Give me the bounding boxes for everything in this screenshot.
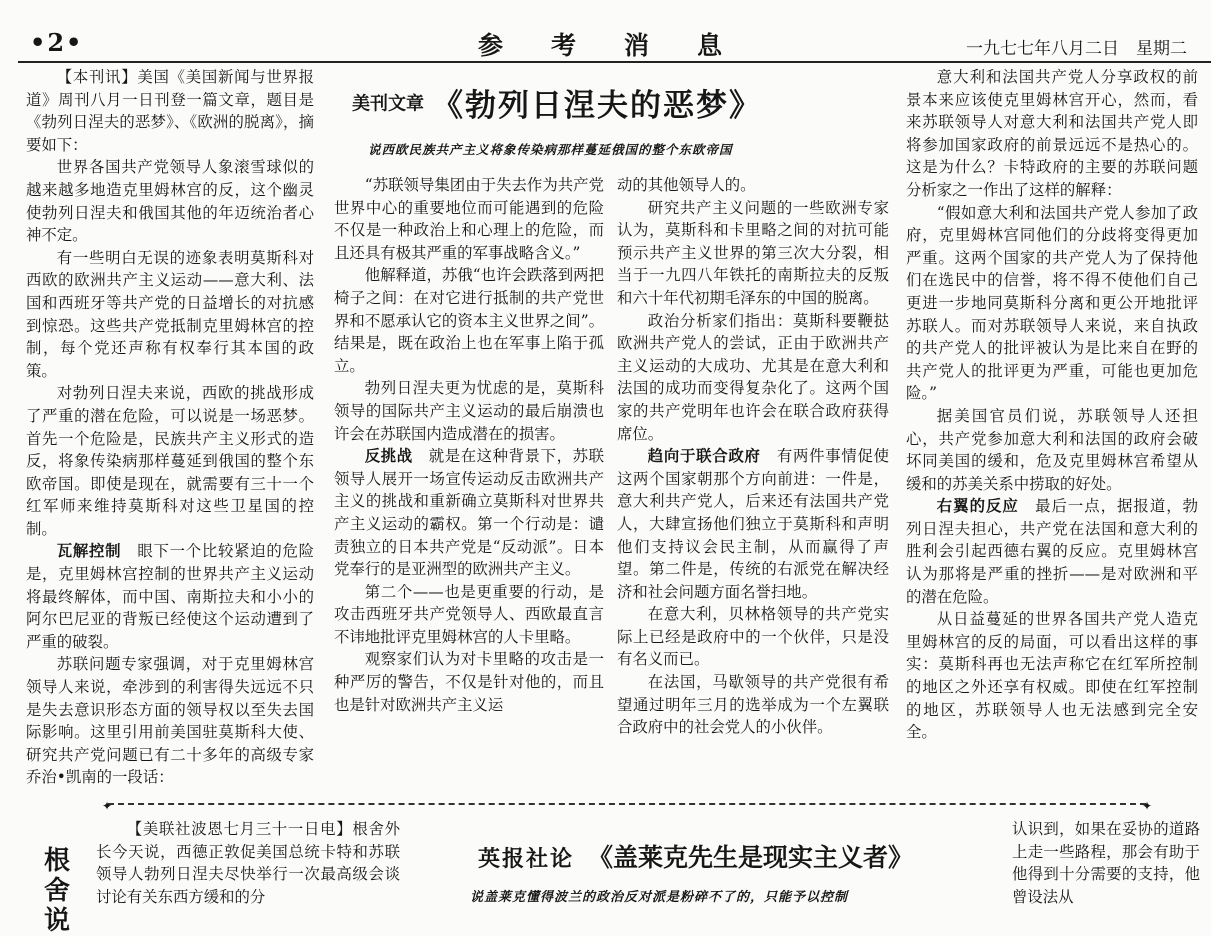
paragraph: “假如意大利和法国共产党人参加了政府，克里姆林宫同他们的分歧将变得更加严重。这两个国家的共产党人为了保持他们在选民中的信誉，将不得不使他们自己更进一步地同莫斯科分离和更公开地批评苏联人。而对苏联领导人来说，来自执政的共产党人的批评被认为是比来自在野的共产党人的批评更为严重，可能也更加危险。” [906,203,1198,403]
headline-title: 《勃列日涅夫的恶梦》 [432,88,762,124]
paragraph-text: 就是在这种背景下，苏联领导人展开一场宣传运动反击欧洲共产主义的挑战和重新确立莫斯科对世界共产主义运动的霸权。第一个行动是：谴责独立的日本共产党是“反动派”。日本党奉行的是亚洲型的欧洲共产主义。 [334,447,604,579]
paragraph [334,445,604,581]
section-subhead: 瓦解控制 [56,542,122,561]
paragraph: 苏联问题专家强调，对于克里姆林宫领导人来说，牵涉到的利害得失远远不只是失去意识形态方面的领导权以至失去国际影响。这里引用前美国驻莫斯科大使、研究共产党问题已有二十多年的高级专家乔治•凯南的一段话： [26,655,314,787]
paragraph: 他解释道，苏俄“也许会跌落到两把椅子之间：在对它进行抵制的共产党世界和不愿承认它的资本主义世界之间”。结果是，既在政治上也在军事上陷于孤立。 [334,266,604,375]
article-column-2 [334,174,604,716]
paragraph: 对勃列日涅夫来说，西欧的挑战形成了严重的潜在危险，可以说是一场恶梦。首先一个危险是，民族共产主义形式的造反，将象传染病那样蔓延到俄国的整个东欧帝国。即使是现在，就需要有三十一个红军师来维持莫斯科对这些卫星国的控制。 [26,384,314,538]
paragraph [26,540,314,653]
paragraph: 据美国官员们说，苏联领导人还担心，共产党参加意大利和法国的政府会破坏同美国的缓和，危及克里姆林宫希望从缓和的苏美关系中捞取的好处。 [906,406,1198,493]
article-column-3 [617,174,889,739]
paragraph: 政治分析家们指出：莫斯科要鞭挞欧洲共产党人的尝试，正由于欧洲共产主义运动的大成功、尤其是在意大利和法国的成功而变得复杂化了。这两个国家的共产党明年也许会在联合政府获得席位。 [617,311,889,443]
paragraph: 在意大利，贝林格领导的共产党实际上已经是政府中的一个伙伴，只是没有名义而已。 [617,605,889,669]
side-article-title: 根舍说 [44,846,71,936]
article-column-1 [26,66,314,789]
paragraph: 【本刊讯】美国《美国新闻与世界报道》周刊八月一日刊登一篇文章，题目是《勃列日涅夫的恶梦》、《欧洲的脱离》，摘要如下： [26,68,314,154]
paragraph: 第二个——也是更重要的行动，是攻击西班牙共产党领导人、西欧最直言不讳地批评克里姆林宫的人卡里略。 [334,582,604,646]
paragraph: “苏联领导集团由于失去作为共产党世界中心的重要地位而可能遇到的危险不仅是一种政治上和心理上的危险，而且还具有极其严重的军事战略含义。” [334,176,604,262]
paragraph-text: 眼下一个比较紧迫的危险是，克里姆林宫控制的世界共产主义运动将最终解体，而中国、南斯拉夫和小小的阿尔巴尼亚的背叛已经使这个运动遭到了严重的破裂。 [26,542,314,651]
side-article-text [96,818,400,908]
section-subhead: 右翼的反应 [936,497,1019,516]
paragraph: 意大利和法国共产党人分享政权的前景本来应该使克里姆林宫开心，然而，看来苏联领导人对意大利和法国共产党人即将参加国家政府的前景远远不是热心的。这是为什么？卡特政府的主要的苏联问题分析家之一作出了这样的解释： [906,68,1198,199]
headline-prefix: 美刊文章 [352,93,424,115]
article-subheadline: 说西欧民族共产主义将象传染病那样蔓延俄国的整个东欧帝国 [368,142,733,157]
paragraph: 研究共产主义问题的一些欧洲专家认为，莫斯科和卡里略之间的对抗可能预示共产主义世界的第三次大分裂，相当于一九四八年铁托的南斯拉夫的反叛和六十年代初期毛泽东的中国的脱离。 [617,198,889,307]
divider-star-icon: ✦ [1141,799,1152,813]
article-column-4 [906,66,1198,744]
issue-date: 一九七七年八月二日 星期二 [966,39,1187,59]
headline-title: 《盖莱克先生是现实主义者》 [588,843,914,872]
editorial-text [1012,818,1200,908]
newspaper-title: 参考消息 [478,31,771,60]
masthead [0,0,1211,62]
section-subhead: 趋向于联合政府 [647,447,761,466]
headline-prefix: 英报社论 [478,846,575,872]
article-headline [352,80,892,124]
paragraph: 世界各国共产党领导人象滚雪球似的越来越多地造克里姆林宫的反，这个幽灵使勃列日涅夫和俄国其他的年迈统治者心神不定。 [26,158,314,245]
editorial-subheadline: 说盖莱克懂得波兰的政治反对派是粉碎不了的，只能予以控制 [470,890,849,905]
paragraph-text: 最后一点，据报道，勃列日涅夫担心，共产党在法国和意大利的胜利会引起西德右翼的反应。克里姆林宫认为那将是严重的挫折——是对欧洲和平的潜在危险。 [906,497,1198,606]
paragraph: 在法国，马歇领导的共产党很有希望通过明年三月的选举成为一个左翼联合政府中的社会党人的小伙伴。 [617,673,889,737]
editorial-headline [478,838,948,874]
paragraph [906,495,1198,608]
section-subhead: 反挑战 [364,447,413,466]
divider-star-icon: ✦ [102,799,113,813]
paragraph: 勃列日涅夫更为忧虑的是，莫斯科领导的国际共产主义运动的最后崩溃也许会在苏联国内造成潜在的损害。 [334,379,604,443]
paragraph-text: 有两件事情促使这两个国家朝那个方向前进：一件是，意大利共产党人，后来还有法国共产党人，大肆宣扬他们独立于莫斯科和声明他们支持议会民主制，从而赢得了声望。第二件是，传统的右派党在解决经济和社会问题方面名誉扫地。 [617,447,889,601]
paragraph: 观察家们认为对卡里略的攻击是一种严厉的警告，不仅是针对他的，而且也是针对欧洲共产主义运 [334,650,604,714]
paragraph [617,445,889,603]
paragraph: 从日益蔓延的世界各国共产党人造克里姆林宫的反的局面，可以看出这样的事实：莫斯科再也无法声称它在红军所控制的地区之外还享有权威。即使在红军控制的地区，苏联领导人也无法感到完全安全。 [906,610,1198,742]
page-number: •2• [30,28,84,57]
paragraph: 动的其他领导人的。 [617,176,756,194]
section-divider [102,799,1152,813]
paragraph: 有一些明白无误的迹象表明莫斯科对西欧的欧洲共产主义运动——意大利、法国和西班牙等共产党的日益增长的对抗感到惊恐。这些共产党抵制克里姆林宫的控制，每个党还声称有权奉行其本国的政策。 [26,248,314,380]
masthead-rule [18,61,1211,63]
paragraph: 【美联社波恩七月三十一日电】根舍外长今天说，西德正敦促美国总统卡特和苏联领导人勃列日涅夫尽快举行一次最高级会谈讨论有关东西方缓和的分 [96,820,400,906]
paragraph: 认识到，如果在妥协的道路上走一些路程，那会有助于他得到十分需要的支持，他曾设法从 [1012,820,1200,906]
